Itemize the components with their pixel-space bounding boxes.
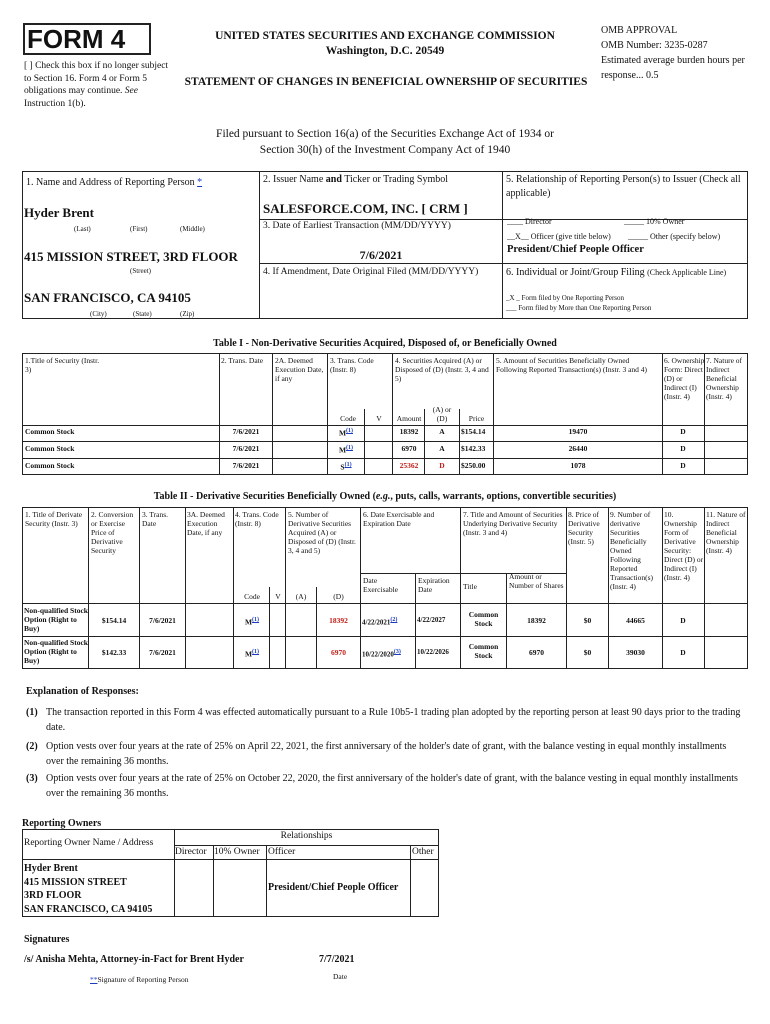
officer-title: President/Chief People Officer (507, 244, 644, 255)
t2-row-form: D (680, 616, 686, 625)
divider (22, 636, 748, 637)
owners-col-name: Reporting Owner Name / Address (24, 838, 154, 848)
t1-row-amount: 25362 (399, 461, 419, 470)
owner-address (24, 862, 152, 916)
t2-row-exp: 4/22/2027 (417, 616, 446, 624)
divider (22, 458, 748, 459)
t2-row-ex (362, 616, 416, 627)
t2-row-ex (362, 648, 416, 659)
t1-row-title: Common Stock (25, 427, 75, 436)
earliest-transaction-date: 7/6/2021 (359, 248, 403, 262)
t1-row-ad: A (439, 444, 445, 453)
t1-row-form: D (680, 444, 686, 453)
t2-h3a: 3A. Deemed Execution Date, if any (187, 510, 225, 537)
t1-code-value: S (340, 462, 345, 472)
label-zip: (Zip) (180, 310, 195, 318)
table2-title-a: Table II - Derivative Securities Beneficially Owned ( (153, 491, 376, 502)
t2-row-price: $142.33 (101, 648, 127, 657)
t1-amount: Amount (396, 414, 422, 423)
t2-row-u-amt: 18392 (527, 616, 546, 625)
table2-title-b: , puts, calls, warrants, options, convertible securities) (390, 491, 617, 502)
owners-officer: Officer (268, 847, 296, 857)
divider (493, 353, 494, 475)
box5-label: 5. Relationship of Reporting Person(s) to Issuer (Check all applicable) (506, 174, 741, 199)
t1-row-code (328, 444, 364, 455)
t1-row-price: $250.00 (461, 461, 486, 470)
t2-h1: 1. Title of Derivate Security (Instr. 3) (25, 510, 83, 528)
table2-title-eg: e.g. (375, 491, 391, 502)
t2-row-date: 7/6/2021 (149, 648, 176, 657)
t1-row-amount: 18392 (399, 427, 419, 436)
t1-aord: (A) or (D) (432, 405, 452, 423)
t1-h6: 6. Ownership Form: Direct (D) or Indirect (I) (Instr. 4) (664, 356, 705, 401)
owner-address-line: 3RD FLOOR (24, 890, 82, 901)
footnote-link[interactable]: (1) (252, 617, 260, 623)
signature-date: 7/7/2021 (319, 954, 355, 965)
t2-amount-shares: Amount or Number of Shares (509, 572, 564, 590)
label-middle: (Middle) (180, 225, 205, 233)
t2-h5: 5. Number of Derivative Securities Acquired (A) or Disposed of (D) (Instr. 3, 4 and 5) (288, 510, 356, 555)
date-label: Date (333, 972, 348, 981)
t2-row-dprice: $0 (583, 648, 592, 657)
t2-h3: 3. Trans. Date (142, 510, 169, 528)
checkbox-text: [ ] Check this box if no longer subject to Section 16. Form 4 or Form 5 obligations may continue. (24, 61, 169, 96)
explanation-text: Option vests over four years at the rate of 25% on October 22, 2020, the first anniversary of the holder's date of grant, with the balance vesting in equal monthly installments over the remaining 36 months. (46, 773, 738, 799)
t1-row-form: D (680, 427, 686, 436)
divider (360, 507, 361, 669)
box1-label-text: 1. Name and Address of Reporting Person (26, 177, 195, 188)
signature-label (90, 975, 189, 984)
t1-row-title: Common Stock (25, 461, 75, 470)
box6-note: (Check Applicable Line) (647, 268, 727, 277)
t1-row-date: 7/6/2021 (232, 427, 260, 436)
box1-label (26, 177, 202, 188)
explanation-number: (1) (26, 707, 38, 718)
t2-row-code (234, 648, 270, 659)
omb-box (601, 23, 751, 83)
t1-code-value: M (338, 428, 347, 438)
t2-row-u-title: Common Stock (468, 610, 499, 628)
t2-h4: 4. Trans. Code (Instr. 8) (235, 510, 279, 528)
t2-row-owned: 44665 (626, 616, 645, 625)
divider (566, 507, 567, 669)
divider (139, 507, 140, 669)
filing-one-person: _X _ Form filed by One Reporting Person (506, 294, 625, 302)
signatures-title: Signatures (24, 934, 70, 945)
agency-name: UNITED STATES SECURITIES AND EXCHANGE COMMISSION (215, 30, 555, 42)
divider (22, 603, 748, 604)
t1-row-owned: 19470 (568, 427, 588, 436)
t1-h1: 1.Title of Security (Instr. 3) (25, 356, 100, 374)
owner-name-line: Hyder Brent (24, 863, 78, 874)
divider (662, 507, 663, 669)
box2-label-b: Ticker or Trading Symbol (341, 174, 449, 185)
t2-row-dprice: $0 (583, 616, 592, 625)
table2-title (0, 491, 770, 502)
t1-h5: 5. Amount of Securities Beneficially Owned Following Reported Transaction(s) (Instr. 3 and 4) (496, 356, 648, 374)
t1-row-ad: D (439, 461, 445, 470)
t2-ex-value: 10/22/2020 (362, 650, 394, 659)
t2-row-form: D (680, 648, 686, 657)
divider (662, 353, 663, 475)
omb-number: OMB Number: 3235-0287 (601, 40, 708, 51)
owners-title: Reporting Owners (22, 818, 102, 829)
t2-code: Code (244, 592, 260, 601)
owner-officer-value: President/Chief People Officer (268, 882, 399, 893)
t1-row-ad: A (439, 427, 445, 436)
divider (174, 829, 175, 917)
t2-v: V (275, 592, 281, 601)
t2-row-d: 18392 (329, 616, 348, 625)
t2-row-title: Non-qualified Stock Option (Right to Buy) (24, 606, 88, 633)
t2-row-d: 6970 (331, 648, 346, 657)
t1-row-owned: 26440 (568, 444, 588, 453)
owners-ten-pct: 10% Owner (214, 847, 260, 857)
t1-h2: 2. Trans. Date (221, 356, 264, 365)
t1-row-form: D (680, 461, 686, 470)
label-street: (Street) (130, 267, 151, 275)
t1-price: Price (468, 414, 485, 423)
label-state: (State) (133, 310, 152, 318)
t1-h2a: 2A. Deemed Execution Date, if any (275, 356, 324, 383)
t1-h4: 4. Securities Acquired (A) or Disposed of (D) (Instr. 3, 4 and 5) (395, 356, 489, 383)
divider (285, 507, 286, 669)
t2-a: (A) (295, 592, 307, 601)
footnote-link[interactable]: (2) (390, 617, 398, 623)
owner-address-line: SAN FRANCISCO, CA 94105 (24, 903, 153, 915)
divider (22, 425, 748, 426)
statement-title: STATEMENT OF CHANGES IN BENEFICIAL OWNERSHIP OF SECURITIES (184, 76, 588, 88)
t2-ex-value: 4/22/2021 (362, 618, 391, 627)
t1-row-title: Common Stock (25, 444, 75, 453)
t2-h2: 2. Conversion or Exercise Price of Derivative Security (91, 510, 134, 555)
t2-row-owned: 39030 (626, 648, 645, 657)
owner-address-line: 415 MISSION STREET (24, 876, 127, 888)
t2-date-ex: Date Exercisable (363, 576, 398, 594)
t1-h3: 3. Trans. Code (Instr. 8) (330, 356, 374, 374)
t2-title: Title (463, 582, 477, 591)
t2-row-exp: 10/22/2026 (417, 648, 449, 656)
box2-label (263, 174, 448, 185)
divider (259, 171, 260, 319)
divider (174, 845, 439, 846)
t2-h9: 9. Number of derivative Securities Beneficially Owned Following Reported Transaction(s) (Instr. 4) (610, 510, 654, 591)
owners-other: Other (412, 847, 434, 857)
t1-row-price: $154.14 (461, 427, 486, 436)
divider (502, 171, 503, 319)
t2-d: (D) (333, 592, 344, 601)
t1-code: Code (340, 414, 356, 423)
t2-h6: 6. Date Exercisable and Expiration Date (363, 510, 435, 528)
box6-label (506, 267, 726, 278)
footnote-link[interactable]: (1) (252, 649, 260, 655)
t2-h10: 10. Ownership Form of Derivative Security: Direct (D) or Indirect (I) (Instr. 4) (664, 510, 704, 582)
relationship-officer: __X__ Officer (give title below) (507, 232, 611, 241)
box4-label: 4. If Amendment, Date Original Filed (MM/DD/YYYY) (263, 267, 479, 277)
label-last: (Last) (74, 225, 91, 233)
t1-v: V (376, 414, 382, 423)
explanation-number: (2) (26, 741, 38, 752)
t2-h11: 11. Nature of Indirect Beneficial Ownership (Instr. 4) (706, 510, 746, 555)
explanation-text: The transaction reported in this Form 4 was effected automatically pursuant to a Rule 10b5-1 trading plan adopted by the reporting person at least 90 days prior to the trading date. (46, 707, 741, 733)
explanation-number: (3) (26, 773, 38, 784)
footnote-link[interactable]: (3) (393, 649, 401, 655)
box6-label-text: 6. Individual or Joint/Group Filing (506, 267, 645, 278)
t2-row-price: $154.14 (101, 616, 127, 625)
signature-footnote-link[interactable]: ** (90, 975, 98, 984)
form-title: FORM 4 (27, 24, 126, 54)
t1-row-amount: 6970 (401, 444, 417, 453)
t1-row-code (328, 427, 364, 438)
omb-burden: Estimated average burden hours per response... 0.5 (601, 55, 745, 81)
divider (259, 263, 748, 264)
divider (22, 859, 439, 860)
t1-code-value: M (338, 445, 347, 455)
label-city: (City) (90, 310, 107, 318)
footnote-link[interactable]: (1) (344, 462, 352, 468)
filing-more-persons: ___ Form filed by More than One Reporting Person (506, 304, 652, 312)
t2-row-code (234, 616, 270, 627)
footnote-marker-link[interactable]: * (197, 177, 203, 188)
divider (185, 507, 186, 669)
divider (410, 845, 411, 917)
section16-checkbox-note[interactable] (24, 60, 172, 110)
instruction-text: Instruction 1(b). (24, 98, 86, 109)
filed-pursuant-line-2: Section 30(h) of the Investment Company Act of 1940 (259, 144, 511, 156)
divider (272, 353, 273, 475)
box2-label-and: and (325, 174, 342, 185)
reporting-person-name: Hyder Brent (24, 205, 94, 220)
owners-director: Director (175, 847, 207, 857)
divider (219, 353, 220, 475)
issuer-name: SALESFORCE.COM, INC. [ CRM ] (263, 201, 468, 216)
t1-h7: 7. Nature of Indirect Beneficial Ownership (Instr. 4) (706, 356, 743, 401)
t2-h7: 7. Title and Amount of Securities Underlying Derivative Security (Instr. 3 and 4) (463, 510, 563, 537)
t1-row-price: $142.33 (461, 444, 486, 453)
footnote-link[interactable]: (1) (346, 445, 354, 451)
owners-relationships: Relationships (280, 831, 333, 841)
t2-code-value: M (244, 617, 253, 627)
label-first: (First) (130, 225, 148, 233)
explanation-text: Option vests over four years at the rate of 25% on April 22, 2021, the first anniversary of the holder's date of grant, with the balance vesting in equal monthly installments over the remaining 36 months. (46, 741, 727, 767)
street-address: 415 MISSION STREET, 3RD FLOOR (24, 249, 238, 264)
t1-row-date: 7/6/2021 (232, 444, 260, 453)
t2-row-u-amt: 6970 (529, 648, 544, 657)
footnote-link[interactable]: (1) (346, 428, 354, 434)
relationship-other: _____ Other (specify below) (628, 232, 721, 241)
t1-row-code (328, 461, 364, 472)
t2-h8: 8. Price of Derivative Security (Instr. 5) (568, 510, 600, 546)
t2-code-value: M (244, 649, 253, 659)
table1-title: Table I - Non-Derivative Securities Acquired, Disposed of, or Beneficially Owned (213, 338, 557, 349)
divider (88, 507, 89, 669)
box2-label-a: 2. Issuer Name (263, 174, 326, 185)
city-state-zip: SAN FRANCISCO, CA 94105 (24, 290, 191, 305)
signer-name: /s/ Anisha Mehta, Attorney-in-Fact for Brent Hyder (24, 954, 244, 965)
relationship-director: ____ Director (507, 217, 552, 226)
t1-row-date: 7/6/2021 (232, 461, 260, 470)
signature-label-text: Signature of Reporting Person (97, 975, 189, 984)
box3-label: 3. Date of Earliest Transaction (MM/DD/YYYY) (263, 221, 451, 231)
divider (327, 353, 328, 475)
t1-row-owned: 1078 (570, 461, 586, 470)
explanation-title: Explanation of Responses: (26, 686, 139, 697)
divider (266, 845, 267, 917)
omb-title: OMB APPROVAL (601, 25, 678, 36)
see-text: See (124, 86, 138, 96)
divider (22, 441, 748, 442)
filed-pursuant-line-1: Filed pursuant to Section 16(a) of the Securities Exchange Act of 1934 or (216, 128, 554, 140)
agency-location: Washington, D.C. 20549 (325, 45, 445, 57)
t2-row-u-title: Common Stock (468, 642, 499, 660)
t2-row-title: Non-qualified Stock Option (Right to Buy) (24, 638, 88, 665)
relationship-ten-pct: _____ 10% Owner (624, 217, 685, 226)
t2-row-date: 7/6/2021 (149, 616, 176, 625)
t2-exp-date: Expiration Date (418, 576, 450, 594)
